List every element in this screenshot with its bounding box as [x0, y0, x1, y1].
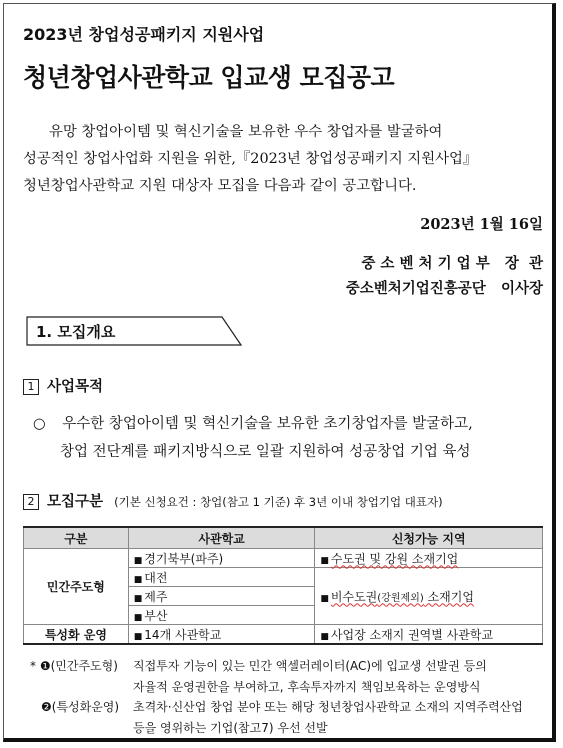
square-bullet: ■ [133, 631, 143, 642]
intro-line: 유망 창업아이템 및 혁신기술을 보유한 우수 창업자를 발굴하여 [49, 124, 443, 140]
footnote-1-line-2: 자율적 운영권한을 부여하고, 후속투자까지 책임보육하는 운영방식 [133, 680, 481, 694]
intro-paragraph [23, 119, 541, 200]
purpose-line-1: 우수한 창업아이템 및 혁신기술을 보유한 초기창업자를 발굴하고, [62, 416, 473, 432]
section-number-box: 2 [23, 494, 39, 510]
announcement-date: 2023년 1월 16일 [420, 216, 543, 233]
purpose-heading [23, 375, 103, 396]
square-bullet: ■ [320, 631, 329, 642]
region-text: 비수도권(강원제외) 소재기업 [330, 589, 474, 604]
school-name: 부산 [144, 608, 168, 623]
signature-agency [346, 277, 543, 298]
intro-line: 성공적인 창업사업화 지원을 위한,『2023년 창업성공패키지 지원사업』 [23, 151, 478, 167]
table-header: 구분 [24, 527, 129, 549]
purpose-line-2: 창업 전단계를 패키지방식으로 일괄 지원하여 성공창업 기업 육성 [60, 444, 471, 460]
category-heading [23, 490, 443, 511]
region-cell [315, 568, 543, 625]
school-name: 14개 사관학교 [144, 627, 222, 642]
group-label: 민간주도형 [24, 549, 129, 625]
signature-org: 중 소 벤 처 기 업 부 [361, 255, 490, 272]
school-cell [128, 587, 315, 606]
category-note: (기본 신청요건 : 창업(참고 1 기준) 후 3년 이내 창업기업 대표자) [114, 495, 443, 509]
school-cell [128, 568, 315, 587]
footnote-1-line-1: 직접투자 기능이 있는 민간 액셀러레이터(AC)에 입교생 선발권 등의 [133, 659, 487, 673]
table-header: 신청가능 지역 [315, 527, 543, 549]
purpose-title: 사업목적 [47, 379, 104, 395]
school-name: 경기북부(파주) [144, 551, 224, 566]
recruitment-table [23, 526, 543, 645]
square-bullet: ■ [133, 574, 143, 585]
square-bullet: ■ [320, 593, 329, 604]
signature-role: 장 관 [504, 255, 543, 272]
region-cell [315, 625, 543, 645]
signature-org: 중소벤처기업진흥공단 [345, 280, 486, 297]
signature-ministry [361, 252, 543, 273]
footnote-2-line-2: 등을 영위하는 기업(참고7) 우선 선발 [133, 721, 328, 735]
square-bullet: ■ [320, 555, 329, 566]
footnote-2-line-1: 초격차·신산업 창업 분야 또는 해당 청년창업사관학교 소재의 지역주력산업 [133, 700, 523, 714]
group-label: 특성화 운영 [24, 625, 129, 645]
school-name: 제주 [144, 589, 168, 604]
table-header-row [24, 527, 543, 549]
footnote-2-prefix: ❷(특성화운영) [41, 700, 120, 714]
square-bullet: ■ [133, 612, 143, 623]
region-text: 사업장 소재지 권역별 사관학교 [330, 627, 494, 642]
page-title: 청년창업사관학교 입교생 모집공고 [23, 63, 395, 92]
purpose-bullet [33, 410, 473, 438]
school-cell [128, 549, 315, 568]
table-header: 사관학교 [128, 527, 315, 549]
section-number-box: 1 [23, 379, 39, 395]
square-bullet: ■ [133, 593, 143, 604]
table-row [24, 549, 543, 568]
table-row [24, 625, 543, 645]
school-name: 대전 [144, 570, 168, 585]
school-cell [128, 625, 315, 645]
program-name: 2023년 창업성공패키지 지원사업 [23, 25, 265, 44]
school-cell [128, 606, 315, 625]
category-title: 모집구분 [47, 494, 104, 510]
bullet-mark: ○ [33, 416, 46, 432]
intro-line: 청년창업사관학교 지원 대상자 모집을 다음과 같이 공고합니다. [23, 178, 417, 194]
footnote-1-prefix: * ❶(민간주도형) [30, 659, 118, 673]
signature-role: 이사장 [500, 280, 543, 297]
region-cell [315, 549, 543, 568]
square-bullet: ■ [133, 555, 143, 566]
region-text: 수도권 및 강원 소재기업 [330, 551, 459, 566]
section-title: 1. 모집개요 [36, 323, 116, 341]
